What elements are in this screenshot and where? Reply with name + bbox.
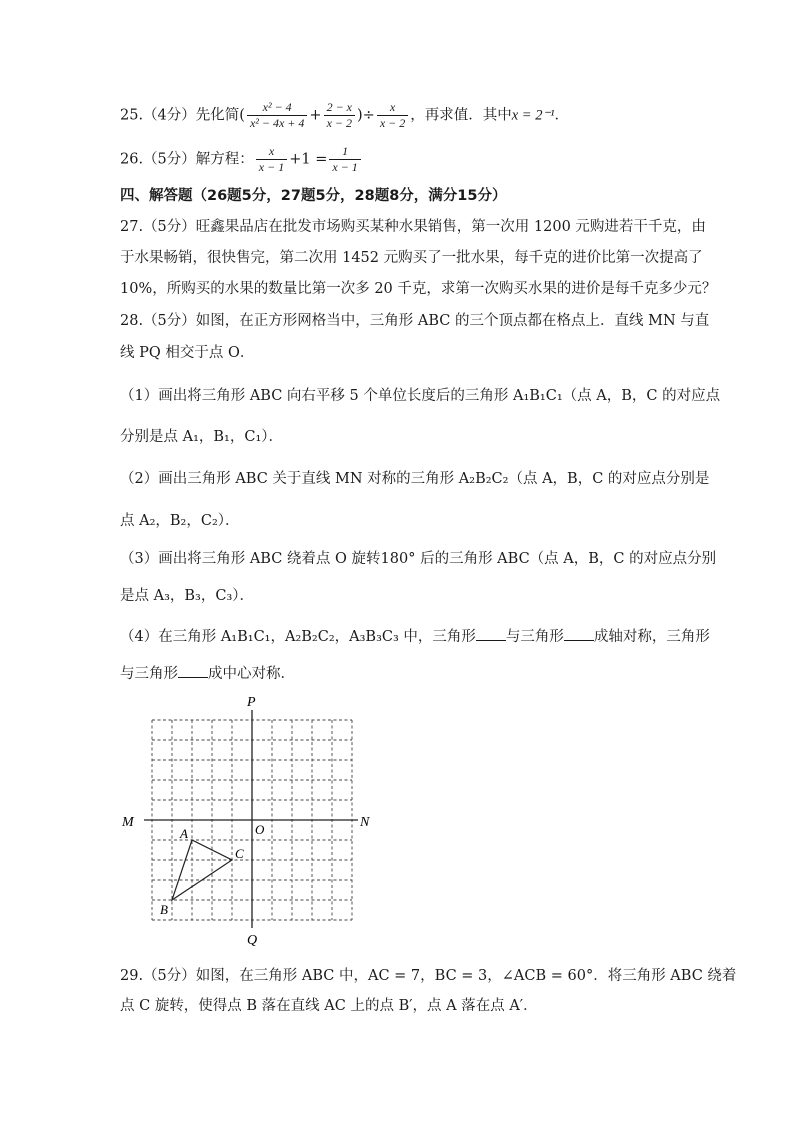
- q25-fraction-1: $\frac{\text{x² − 4}}{\text{x² − 4x + 4}}$: [247, 100, 307, 131]
- q28-part4-line-1: （4）在三角形 A₁B₁C₁，A₂B₂C₂，A₃B₃C₃ 中，三角形 与三角形 成轴对称，三角形: [120, 626, 710, 647]
- label-n: N: [360, 815, 370, 830]
- question-25: 25.（4分）先化简( $\frac{\text{x² − 4}}{\text{x² − 4x + 4}}$ + $\frac{2 - x}{x - 2}$ )÷ $\frac{x}{x - 2}$ ，再求值．其中x = 2⁻¹．: [120, 100, 569, 130]
- q28-part2-line-2: 点 A₂，B₂，C₂）．: [120, 513, 240, 529]
- q29-line-2: 点 C 旋转，使得点 B 落在直线 AC 上的点 B′，点 A 落在点 A′．: [120, 998, 538, 1014]
- q25-head: 25.（4分）先化简(: [120, 107, 245, 124]
- q27-line-1: 27.（5分）旺鑫果品店在批发市场购买某种水果销售，第一次用 1200 元购进若干千克，由: [120, 219, 706, 235]
- q25-condition: x = 2⁻¹: [511, 107, 555, 124]
- answer-blank: [476, 626, 506, 641]
- triangle-abc: [172, 840, 232, 900]
- q26-head: 26.（5分）解方程：: [120, 151, 254, 168]
- q25-fraction-3: $\frac{x}{x - 2}$: [377, 100, 408, 131]
- q28-part1-line-1: （1）画出将三角形 ABC 向右平移 5 个单位长度后的三角形 A₁B₁C₁（点 A，B，C 的对应点: [120, 388, 721, 404]
- q28-line-1: 28.（5分）如图，在正方形网格当中，三角形 ABC 的三个顶点都在格点上．直线 MN 与直: [120, 313, 710, 329]
- q27-line-2: 于水果畅销，很快售完，第二次用 1452 元购买了一批水果，每千克的进价比第一次提高了: [120, 250, 703, 266]
- q29-line-1: 29.（5分）如图，在三角形 ABC 中，AC = 7，BC = 3，∠ACB = 60°．将三角形 ABC 绕着: [120, 968, 737, 984]
- label-c: C: [235, 846, 244, 861]
- section-4-heading: 四、解答题（26题5分，27题5分，28题8分，满分15分）: [120, 188, 507, 204]
- q26-fraction-left: $\frac{x}{x - 1}$: [256, 144, 287, 175]
- grid-figure: [110, 692, 390, 952]
- question-26: 26.（5分）解方程： $\frac{x}{x - 1}$ +1 = $\frac{1}{x - 1}$: [120, 144, 363, 175]
- label-a: A: [180, 826, 188, 841]
- q27-line-3: 10%，所购买的水果的数量比第一次多 20 千克，求第一次购买水果的进价是每千克多少元？: [120, 281, 717, 297]
- answer-blank: [178, 663, 208, 678]
- answer-blank: [564, 626, 594, 641]
- q25-fraction-2: $\frac{2 - x}{x - 2}$: [324, 100, 355, 131]
- q28-line-2: 线 PQ 相交于点 O．: [120, 345, 255, 361]
- q26-fraction-right: $\frac{1}{x - 1}$: [329, 144, 360, 175]
- q28-part3-line-2: 是点 A₃，B₃，C₃）．: [120, 588, 255, 604]
- q28-part4-line-2: 与三角形 成中心对称．: [120, 663, 295, 684]
- label-q: Q: [247, 933, 258, 948]
- label-m: M: [122, 815, 134, 830]
- q28-part2-line-1: （2）画出三角形 ABC 关于直线 MN 对称的三角形 A₂B₂C₂（点 A，B，C 的对应点分别是: [120, 471, 710, 487]
- label-b: B: [160, 902, 168, 917]
- q28-part1-line-2: 分别是点 A₁，B₁，C₁）．: [120, 429, 284, 445]
- q28-part3-line-1: （3）画出将三角形 ABC 绕着点 O 旋转180° 后的三角形 ABC（点 A，B，C 的对应点分别: [120, 551, 717, 567]
- label-o: O: [255, 822, 265, 837]
- label-p: P: [247, 695, 256, 710]
